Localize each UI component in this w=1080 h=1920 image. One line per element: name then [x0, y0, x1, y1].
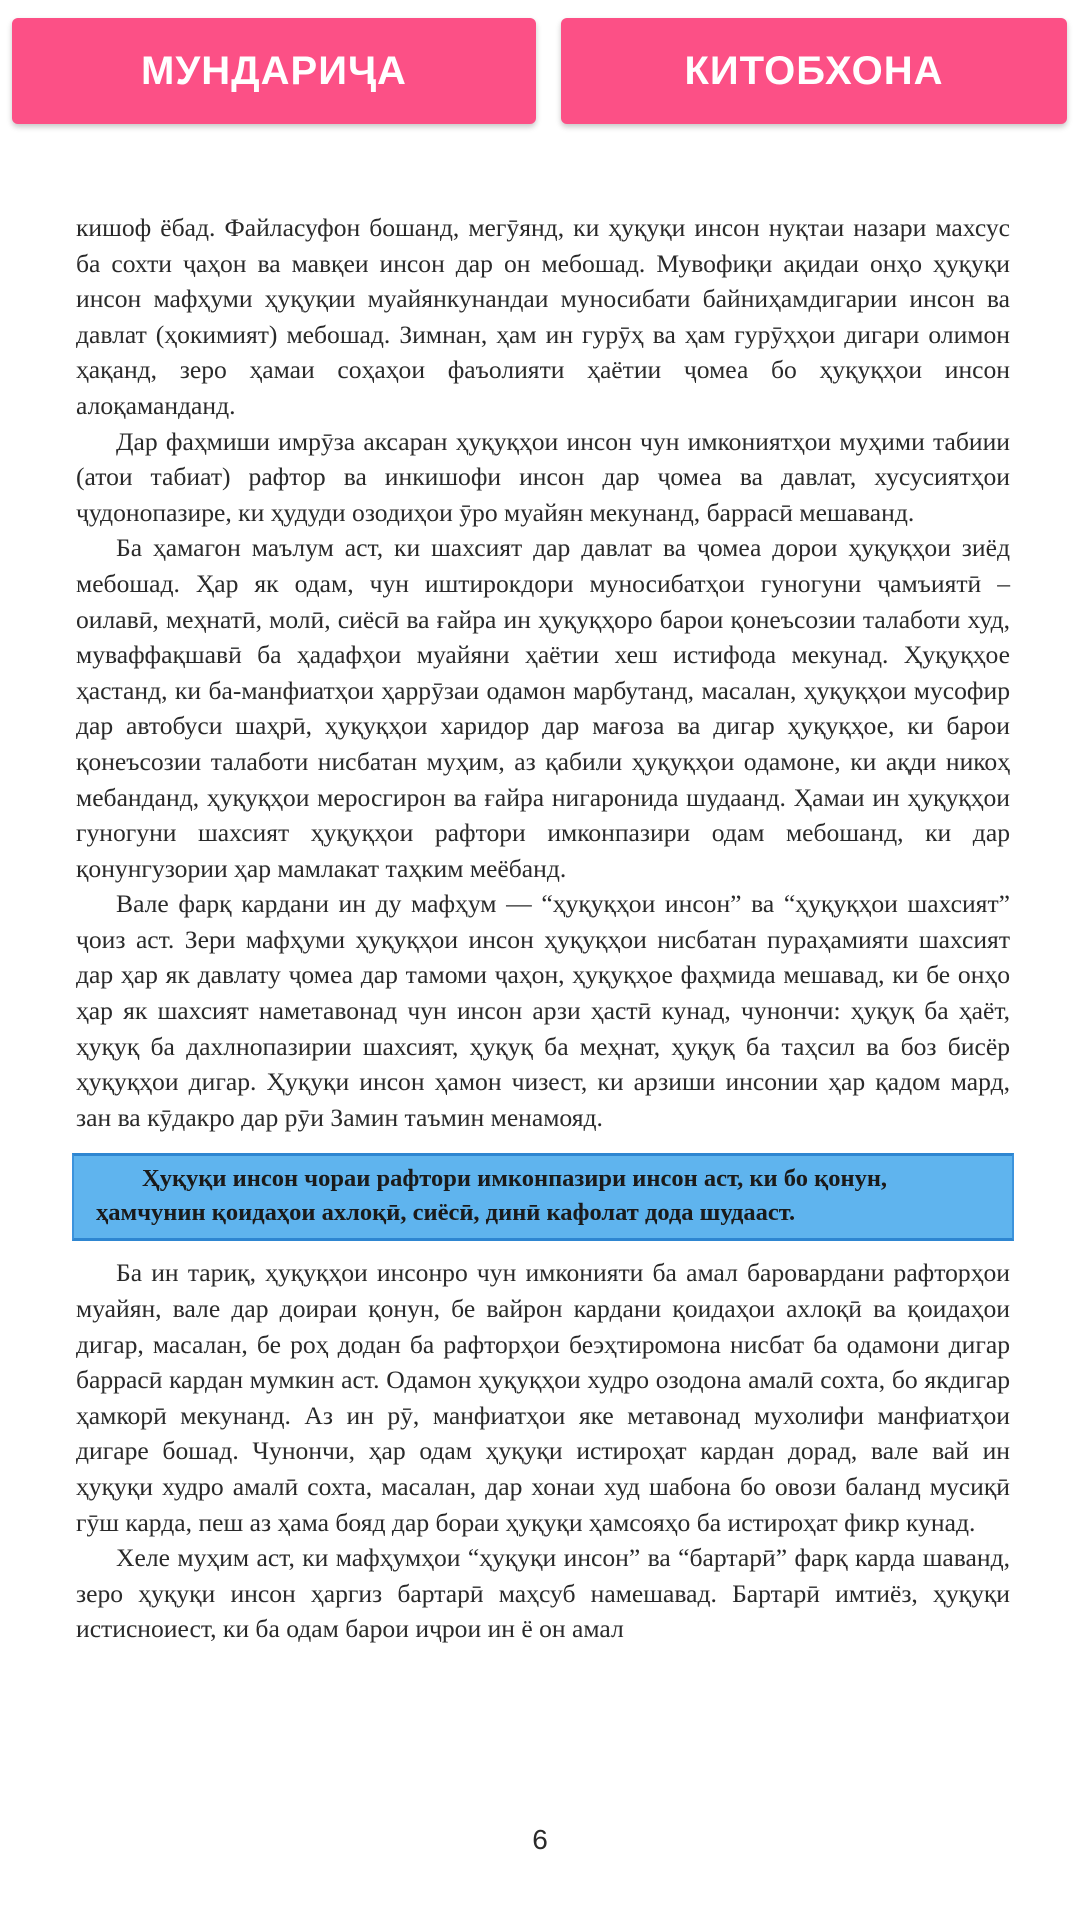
- paragraph-2: Дар фаҳмиши имрӯза аксаран ҳуқуқҳои инсон чун имкониятҳои муҳими табиии (атои табиат) рафтор ва инкишофи инсон дар ҷомеа ва давлат, хусусиятҳои ҷудонопазире, ки ҳудуди озодиҳои ӯро муайян мекунанд, баррасӣ мешаванд.: [76, 426, 1010, 527]
- paragraph-6: Хеле муҳим аст, ки мафҳумҳои “ҳуқуқи инсон” ва “бартарӣ” фарқ карда шаванд, зеро ҳуқуқи инсон ҳаргиз бартарӣ маҳсуб намешавад. Бартарӣ имтиёз, ҳуқуқи истисноиест, ки ба одам барои иҷрои ин ё он амал: [76, 1543, 1010, 1644]
- top-navigation-bar: [0, 0, 1080, 145]
- contents-button[interactable]: МУНДАРИҶА: [12, 18, 536, 124]
- paragraph-3: Ба ҳамагон маълум аст, ки шахсият дар давлат ва ҷомеа дорои ҳуқуқҳои зиёд мебошад. Ҳар як одам, чун иштирокдори муносибатҳои гуногуни ҷамъиятӣ – оилавӣ, меҳнатӣ, молӣ, сиёсӣ ва ғайра ин ҳуқуқҳоро барои қонеъсозии талаботи худ, муваффақшавӣ ба ҳадафҳои муайяни ҳаётии хеш истифода мекунад. Ҳуқуқҳое ҳастанд, ки ба-манфиатҳои ҳаррӯзаи одамон марбутанд, масалан, ҳуқуқҳои мусофир дар автобуси шаҳрӣ, ҳуқуқҳои харидор дар мағоза ва дигар ҳуқуқҳое, ки барои қонеъсозии талаботи нисбатан муҳим, аз қабили ҳуқуқҳои одамоне, ки ақди никоҳ мебанданд, ҳуқуқҳои меросгирон ва ғайра нигаронида шудаанд. Ҳамаи ин ҳуқуқҳои гуногуни шахсият ҳуқуқҳои рафтори имконпазири одам мебошанд, ки дар қонунгузории ҳар мамлакат таҳким меёбанд.: [76, 533, 1010, 883]
- paragraph-5: Ба ин тариқ, ҳуқуқҳои инсонро чун имконияти ба амал баровардани рафторҳои муайян, вале дар доираи қонун, бе вайрон кардани қоидаҳои ахлоқӣ ва қоидаҳои дигар, масалан, бе роҳ додан ба рафторҳои беэҳтиромона нисбат ба одамони дигар баррасӣ кардан мумкин аст. Одамон ҳуқуқҳои худро озодона амалӣ сохта, бо якдигар ҳамкорӣ мекунанд. Аз ин рӯ, манфиатҳои яке метавонад мухолифи манфиатҳои дигаре бошад. Чунончи, ҳар одам ҳуқуқи истироҳат кардан дорад, вале вай ин ҳуқуқи худро амалӣ сохта, масалан, дар хонаи худ шабона бо овози баланд мусиқӣ гӯш карда, пеш аз ҳама бояд дар бораи ҳуқуқи ҳамсояҳо ба истироҳат фикр кунад.: [76, 1258, 1010, 1537]
- highlight-line-2: ҳамчунин қоидаҳои ахлоқӣ, сиёсӣ, динӣ кафолат дода шудааст.: [96, 1199, 796, 1227]
- definition-highlight-box: [72, 1153, 1014, 1241]
- library-button[interactable]: КИТОБХОНА: [561, 18, 1067, 124]
- page-number: 6: [532, 1824, 548, 1855]
- book-page: [76, 210, 1010, 1647]
- paragraph-1: кишоф ёбад. Файласуфон бошанд, мегӯянд, ки ҳуқуқи инсон нуқтаи назари махсус ба сохти ҷаҳон ва мавқеи инсон дар он мебошад. Мувофиқи ақидаи онҳо ҳуқуқи инсон мафҳуми ҳуқуқии муайянкунандаи муносибати байниҳамдигарии инсон ва давлат (ҳокимият) мебошад. Зимнан, ҳам ин гурӯҳ ва ҳам гурӯҳҳои дигари олимон ҳақанд, зеро ҳамаи соҳаҳои фаъолияти ҳаётии ҷомеа бо ҳуқуқҳои инсон алоқаманданд.: [76, 213, 1010, 420]
- paragraph-4: Вале фарқ кардани ин ду мафҳум — “ҳуқуқҳои инсон” ва “ҳуқуқҳои шахсият” ҷоиз аст. Зери мафҳуми ҳуқуқҳои инсон ҳуқуқҳои нисбатан пураҳамияти шахсият дар ҳар як давлату ҷомеа дар тамоми ҷаҳон, ҳуқуқҳое фаҳмида мешавад, ки бе онҳо ҳар як шахсият наметавонад чун инсон арзи ҳастӣ кунад, чунончи: ҳуқуқ ба ҳаёт, ҳуқуқ ба дахлнопазирии шахсият, ҳуқуқ ба меҳнат, ҳуқуқ ба таҳсил ва боз бисёр ҳуқуқҳои дигар. Ҳуқуқи инсон ҳамон чизест, ки арзиши инсонии ҳар қадом мард, зан ва кӯдакро дар рӯи Замин таъмин менамояд.: [76, 889, 1010, 1132]
- highlight-line-1: Ҳуқуқи инсон чораи рафтори имконпазири инсон аст, ки бо қонун,: [142, 1165, 888, 1193]
